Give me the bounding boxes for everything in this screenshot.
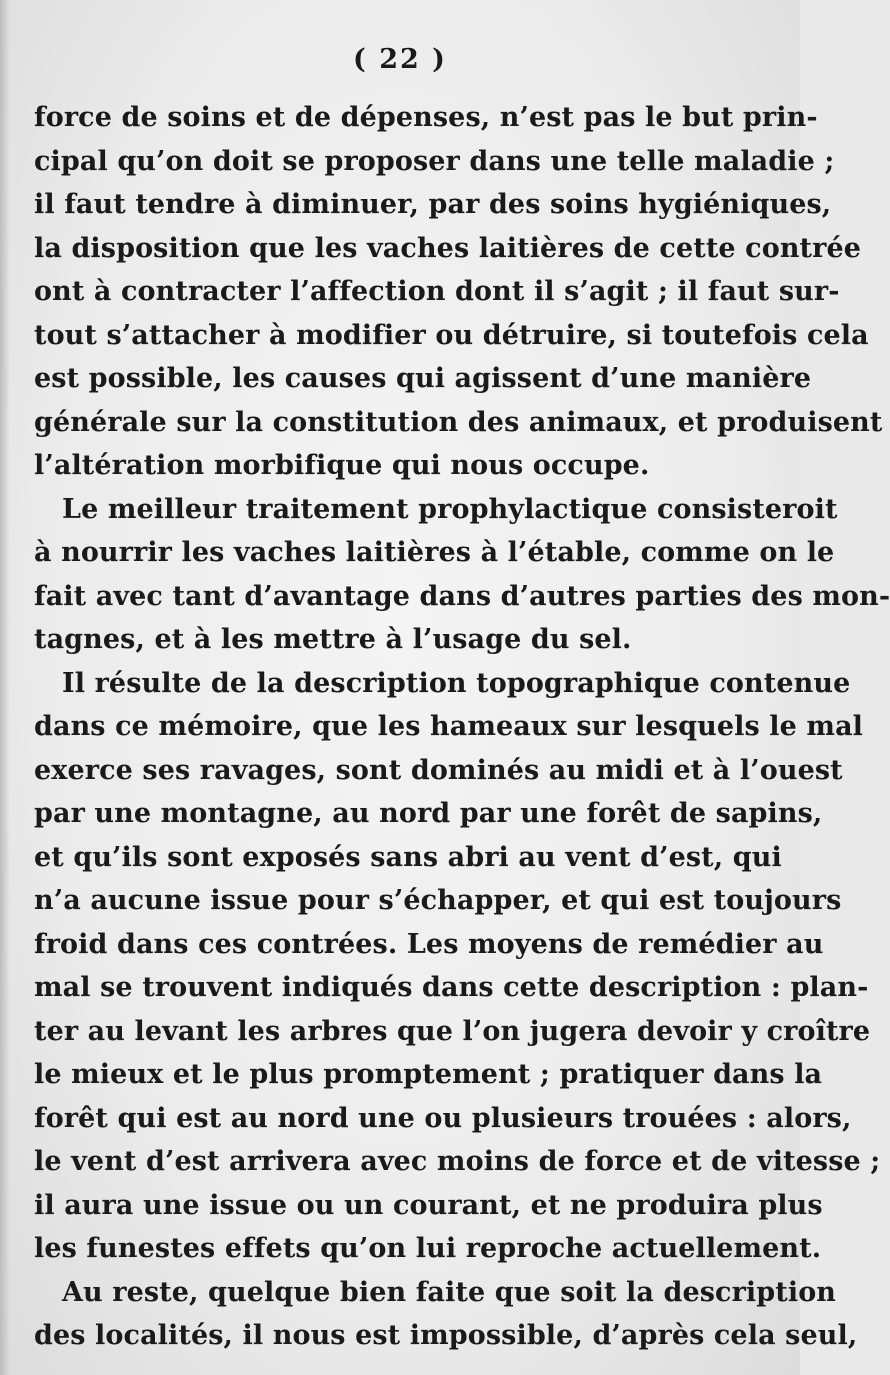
- text-line: n’a aucune issue pour s’échapper, et qui est toujours: [34, 885, 842, 916]
- text-line: Il résulte de la description topographique contenue: [62, 667, 851, 699]
- text-line: générale sur la constitution des animaux, et produisent: [34, 406, 883, 438]
- text-line: il faut tendre à diminuer, par des soins hygiéniques,: [34, 189, 832, 220]
- text-line: par une montagne, au nord par une forêt de sapins,: [34, 798, 823, 829]
- text-line: force de soins et de dépenses, n’est pas le but prin-: [34, 102, 818, 133]
- text-line: ont à contracter l’affection dont il s’agit ; il faut sur-: [34, 276, 840, 307]
- text-line: à nourrir les vaches laitières à l’étable, comme on le: [34, 537, 835, 568]
- text-line: le mieux et le plus promptement ; pratiquer dans la: [34, 1059, 823, 1090]
- text-line: tagnes, et à les mettre à l’usage du sel.: [34, 624, 632, 655]
- text-line: fait avec tant d’avantage dans d’autres parties des mon-: [34, 580, 890, 612]
- text-line: il aura une issue ou un courant, et ne produira plus: [34, 1189, 823, 1221]
- text-line: les funestes effets qu’on lui reproche actuellement.: [34, 1233, 822, 1264]
- text-line: l’altération morbifique qui nous occupe.: [34, 450, 650, 481]
- text-line: froid dans ces contrées. Les moyens de remédier au: [34, 928, 824, 960]
- text-line: exerce ses ravages, sont dominés au midi et à l’ouest: [34, 754, 843, 786]
- text-line: mal se trouvent indiqués dans cette description : plan-: [34, 972, 869, 1003]
- text-line: tout s’attacher à modifier ou détruire, si toutefois cela: [34, 319, 869, 351]
- text-line: Le meilleur traitement prophylactique consisteroit: [62, 493, 838, 525]
- text-line: la disposition que les vaches laitières de cette contrée: [34, 232, 862, 264]
- text-line: des localités, il nous est impossible, d’après cela seul,: [34, 1320, 858, 1351]
- text-line: est possible, les causes qui agissent d’une manière: [34, 363, 812, 394]
- text-line: forêt qui est au nord une ou plusieurs trouées : alors,: [34, 1102, 852, 1134]
- text-line: le vent d’est arrivera avec moins de force et de vitesse ;: [34, 1146, 881, 1177]
- page-number: ( 22 ): [353, 44, 447, 75]
- page-edge-shadow: [0, 0, 10, 1375]
- text-line: et qu’ils sont exposés sans abri au vent d’est, qui: [34, 841, 782, 873]
- text-line: Au reste, quelque bien faite que soit la description: [62, 1276, 837, 1308]
- text-line: ter au levant les arbres que l’on jugera devoir y croître: [34, 1015, 871, 1047]
- text-line: dans ce mémoire, que les hameaux sur lesquels le mal: [34, 711, 864, 742]
- text-line: cipal qu’on doit se proposer dans une telle maladie ;: [34, 145, 835, 177]
- body-text: [34, 96, 890, 1358]
